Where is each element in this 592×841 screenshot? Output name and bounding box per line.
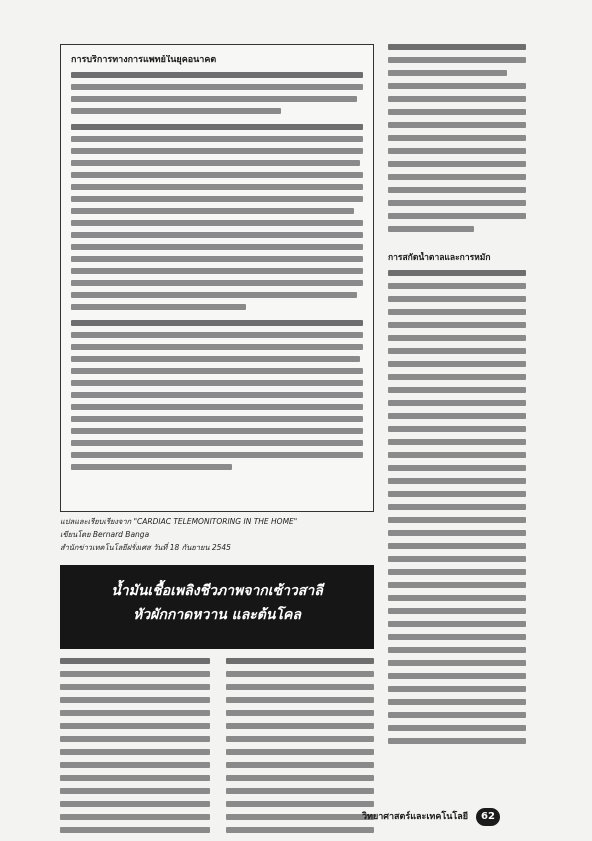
headline-line-1: น้ำมันเชื้อเพลิงชีวภาพจากเซ้าวสาลี [111,583,323,599]
box-body-text [71,72,363,470]
headline-banner [60,565,374,649]
footer-title: วิทยาศาสตร์และเทคโนโลยี [361,812,468,822]
source-line-3: สำนักข่าวเทคโนโลยีฝรั่งเศส วันที่ 18 กันยายน 2545 [60,543,231,552]
source-line-1: แปลและเรียบเรียงจาก "CARDIAC TELEMONITORING IN THE HOME" [60,517,298,526]
box-heading: การบริการทางการแพทย์ในยุคอนาคต [71,55,217,65]
page-footer [290,808,510,826]
section-heading: การสกัดน้ำตาลและการหมัก [388,253,491,263]
page-number: 62 [476,808,500,826]
article-column-left [60,658,210,840]
article-column-right-top [388,44,526,239]
source-line-2: เขียนโดย Bernard Banga [60,530,150,539]
boxed-article [60,44,374,512]
article-column-right-bottom [388,270,526,751]
source-credit [60,515,374,554]
headline-line-2: หัวผักกาดหวาน และต้นโคล [133,607,301,623]
